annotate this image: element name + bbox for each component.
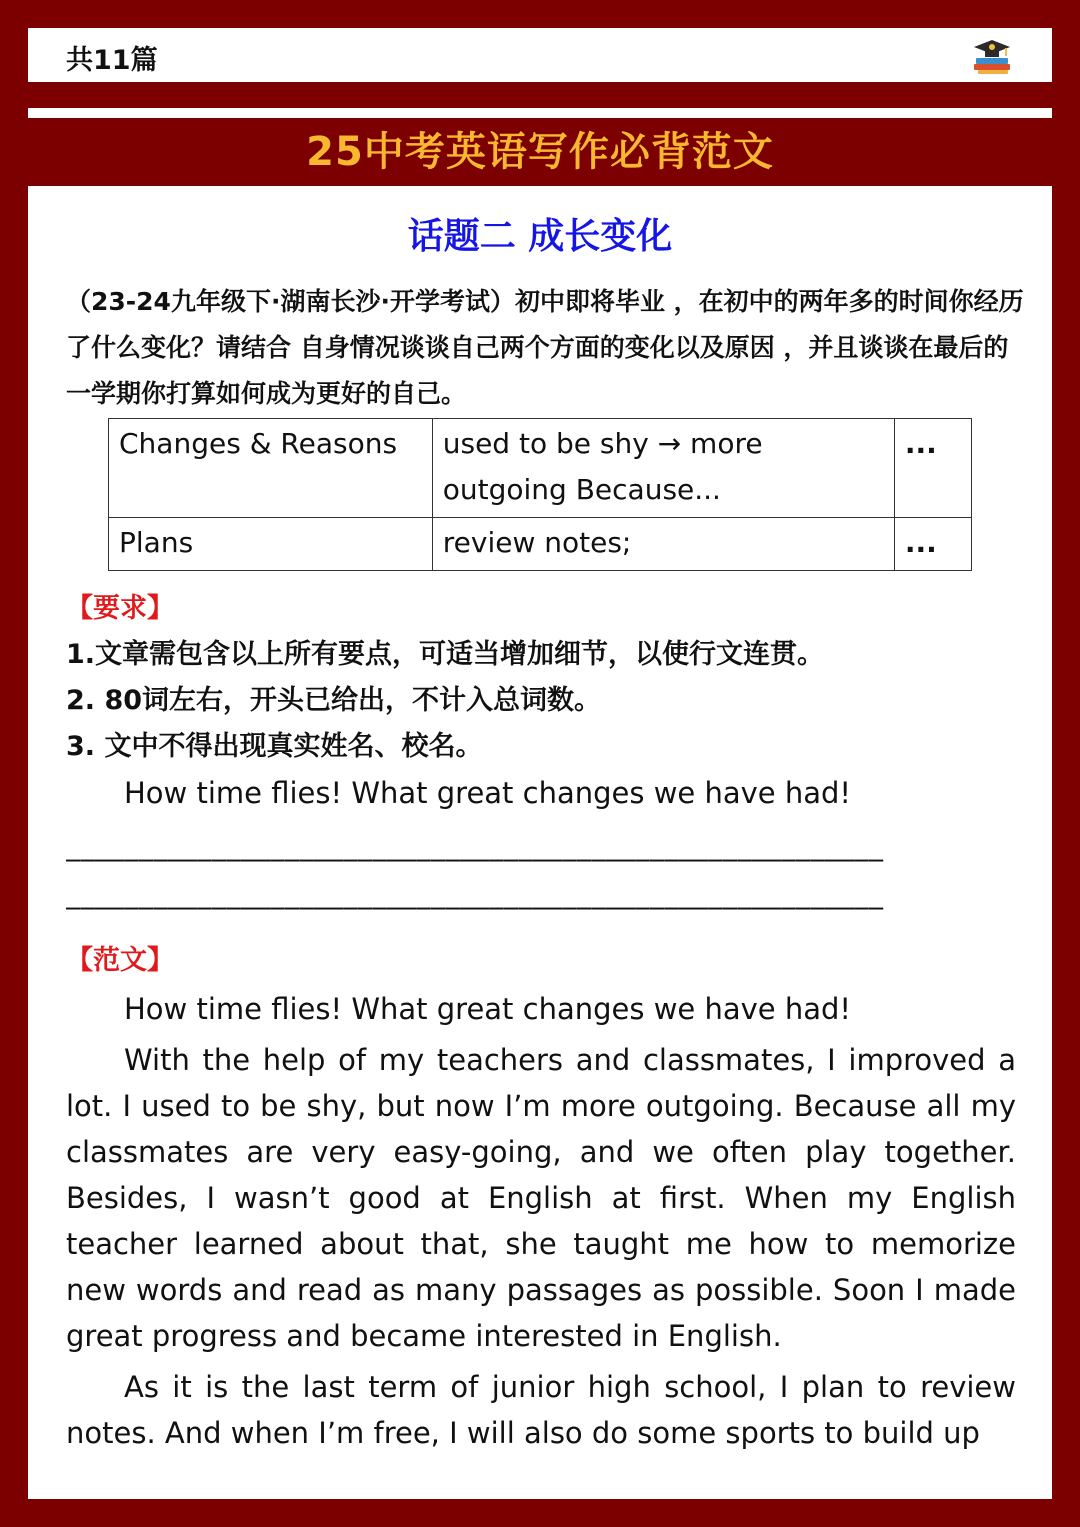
list-item: 2. 80词左右，开头已给出，不计入总词数。 — [66, 685, 602, 716]
requirements-list — [66, 632, 1026, 816]
table-cell-extra: ... — [894, 419, 971, 518]
table-row — [109, 419, 972, 518]
answer-line: ________________________________________________________ — [66, 829, 884, 862]
sample-essay — [66, 986, 1016, 1461]
essay-paragraph: With the help of my teachers and classmates, I improved a lot. I used to be shy, but now I’m more outgoing. Because all my classmates are very easy-going, and we often play together. Besides, I wasn’t good at English at first. When my English teacher learned about that, she taught me how to memorize new words and read as many passages as possible. Soon I made great progress and became interested in English. — [66, 1043, 1016, 1353]
table-row — [109, 518, 972, 571]
requirements-title: 【要求】 — [66, 593, 174, 624]
essay-paragraph: How time flies! What great changes we have had! — [124, 992, 852, 1026]
list-item: 1.文章需包含以上所有要点，可适当增加细节，以使行文连贯。 — [66, 639, 825, 670]
writing-prompt: （23-24九年级下·湖南长沙·开学考试）初中即将毕业 ，在初中的两年多的时间你经历了什么变化？请结合 自身情况谈谈自己两个方面的变化以及原因 ，并且谈谈在最后的一学期你打算如何成为更好的自己。 — [66, 287, 1024, 408]
sample-title: 【范文】 — [66, 945, 174, 976]
answer-lines — [66, 822, 1006, 918]
essay-paragraph: As it is the last term of junior high school, I plan to review notes. And when I’m free, I will also do some sports to build up — [66, 1370, 1016, 1450]
essay-opening: How time flies! What great changes we have had! — [124, 776, 852, 810]
page-title: 25中考英语写作必背范文 — [306, 129, 774, 175]
table-cell-content: used to be shy → more outgoing Because... — [432, 419, 894, 518]
top-bar — [28, 28, 1052, 82]
outline-table — [108, 418, 972, 571]
top-stripe — [28, 108, 1052, 118]
graduation-cap-books-icon — [970, 37, 1014, 75]
topic-title: 话题二 成长变化 — [407, 216, 673, 257]
content-card — [28, 186, 1052, 1499]
answer-line: ________________________________________________________ — [66, 877, 884, 910]
article-count: 共11篇 — [66, 45, 158, 76]
table-cell-content: review notes; — [432, 518, 894, 571]
table-cell-extra: ... — [894, 518, 971, 571]
table-cell-label: Changes & Reasons — [109, 419, 433, 518]
list-item: 3. 文中不得出现真实姓名、校名。 — [66, 731, 483, 762]
table-cell-label: Plans — [109, 518, 433, 571]
